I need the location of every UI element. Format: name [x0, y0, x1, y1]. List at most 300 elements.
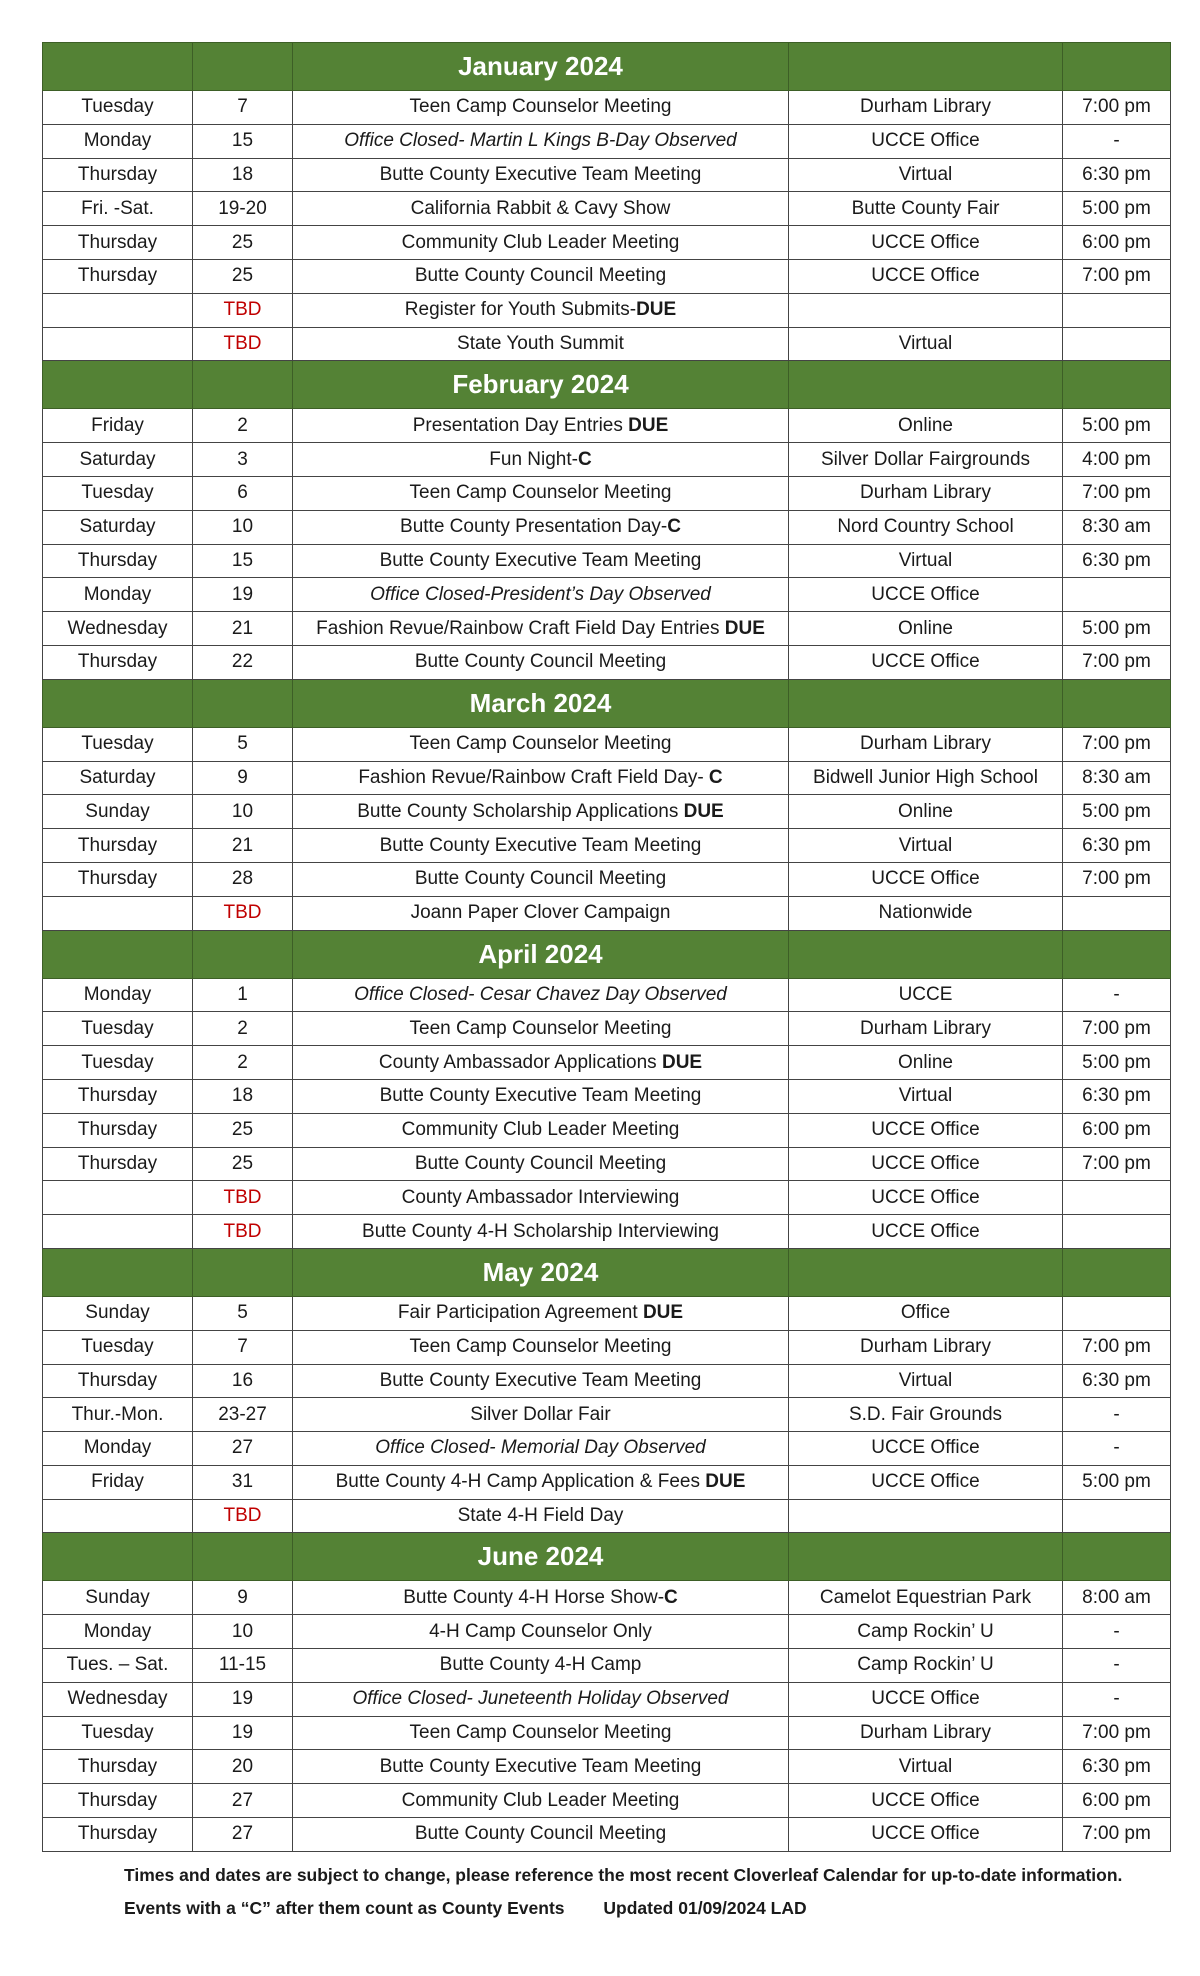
- event-location: Camelot Equestrian Park: [789, 1581, 1063, 1615]
- event-name: [293, 1784, 789, 1818]
- month-title: January 2024: [293, 43, 789, 91]
- event-date: 27: [193, 1818, 293, 1852]
- event-date: 10: [193, 1615, 293, 1649]
- event-day: Monday: [43, 1432, 193, 1466]
- event-location: Durham Library: [789, 476, 1063, 510]
- event-day: Monday: [43, 978, 193, 1012]
- event-date: 7: [193, 1330, 293, 1364]
- event-row: [43, 1079, 1171, 1113]
- event-name: [293, 476, 789, 510]
- event-location: Office: [789, 1296, 1063, 1330]
- event-day: Thursday: [43, 226, 193, 260]
- event-row: [43, 1181, 1171, 1215]
- event-name-text: Butte County Executive Team Meeting: [379, 1085, 702, 1107]
- event-day: Friday: [43, 1465, 193, 1499]
- event-location: Camp Rockin’ U: [789, 1649, 1063, 1683]
- event-location: UCCE Office: [789, 1818, 1063, 1852]
- month-header-blank: [43, 679, 193, 727]
- event-row: [43, 124, 1171, 158]
- event-time: 7:00 pm: [1063, 862, 1171, 896]
- event-location: UCCE Office: [789, 1465, 1063, 1499]
- event-day: Thursday: [43, 1784, 193, 1818]
- event-time: 8:30 am: [1063, 761, 1171, 795]
- event-date: TBD: [193, 293, 293, 327]
- event-location: UCCE Office: [789, 124, 1063, 158]
- event-time: -: [1063, 1649, 1171, 1683]
- event-name: [293, 1581, 789, 1615]
- event-day: Tuesday: [43, 1330, 193, 1364]
- event-date: 5: [193, 1296, 293, 1330]
- event-date: 19: [193, 1682, 293, 1716]
- event-row: [43, 293, 1171, 327]
- event-location: UCCE Office: [789, 1784, 1063, 1818]
- event-day: Tuesday: [43, 727, 193, 761]
- event-time: 6:30 pm: [1063, 1364, 1171, 1398]
- event-location: UCCE: [789, 978, 1063, 1012]
- calendar-body: [43, 43, 1171, 1852]
- month-header-blank: [193, 1248, 293, 1296]
- event-name-text: Butte County Presentation Day-: [400, 516, 668, 538]
- event-date: 11-15: [193, 1649, 293, 1683]
- event-day: Thursday: [43, 544, 193, 578]
- event-location: Online: [789, 1046, 1063, 1080]
- event-name-text: Community Club Leader Meeting: [401, 1119, 680, 1141]
- month-header-blank: [1063, 43, 1171, 91]
- event-day: Thursday: [43, 1750, 193, 1784]
- event-date: 1: [193, 978, 293, 1012]
- event-name: [293, 761, 789, 795]
- event-date: 25: [193, 226, 293, 260]
- event-day: Thursday: [43, 1113, 193, 1147]
- event-date: 27: [193, 1784, 293, 1818]
- event-date: TBD: [193, 1181, 293, 1215]
- updated-stamp: Updated 01/09/2024 LAD: [603, 1898, 807, 1918]
- event-row: [43, 91, 1171, 125]
- event-name-text: Office Closed-President’s Day Observed: [370, 583, 711, 605]
- event-time: [1063, 327, 1171, 361]
- event-name: [293, 124, 789, 158]
- event-name-text: Office Closed- Martin L Kings B-Day Observed: [344, 130, 737, 152]
- event-name: [293, 1750, 789, 1784]
- event-name-text: Teen Camp Counselor Meeting: [409, 1017, 672, 1039]
- event-time: 7:00 pm: [1063, 1716, 1171, 1750]
- event-time: [1063, 1181, 1171, 1215]
- event-location: UCCE Office: [789, 1181, 1063, 1215]
- event-location: UCCE Office: [789, 1682, 1063, 1716]
- event-location: Bidwell Junior High School: [789, 761, 1063, 795]
- event-date: 27: [193, 1432, 293, 1466]
- event-name: [293, 1330, 789, 1364]
- event-name: [293, 1079, 789, 1113]
- event-date: 25: [193, 1113, 293, 1147]
- event-row: [43, 1750, 1171, 1784]
- event-time: 7:00 pm: [1063, 1330, 1171, 1364]
- event-row: [43, 1046, 1171, 1080]
- event-name: [293, 1649, 789, 1683]
- month-title: April 2024: [293, 930, 789, 978]
- event-name-text: Teen Camp Counselor Meeting: [409, 482, 672, 504]
- event-row: [43, 862, 1171, 896]
- event-time: 5:00 pm: [1063, 795, 1171, 829]
- event-name: [293, 1499, 789, 1533]
- event-name-text: County Ambassador Applications: [378, 1051, 662, 1073]
- event-name-text: Joann Paper Clover Campaign: [410, 902, 671, 924]
- event-time: 5:00 pm: [1063, 612, 1171, 646]
- event-location: UCCE Office: [789, 645, 1063, 679]
- event-day: [43, 896, 193, 930]
- event-location: Durham Library: [789, 1330, 1063, 1364]
- event-name-text: California Rabbit & Cavy Show: [410, 197, 671, 219]
- event-location: Virtual: [789, 158, 1063, 192]
- event-name: [293, 1716, 789, 1750]
- event-location: UCCE Office: [789, 1432, 1063, 1466]
- event-time: 8:30 am: [1063, 510, 1171, 544]
- month-header-blank: [43, 1248, 193, 1296]
- event-day: Tuesday: [43, 1012, 193, 1046]
- event-time: 6:30 pm: [1063, 1750, 1171, 1784]
- event-name: [293, 1296, 789, 1330]
- event-name: [293, 978, 789, 1012]
- event-name-text: Butte County Executive Team Meeting: [379, 163, 702, 185]
- event-name-text: Presentation Day Entries: [412, 414, 629, 436]
- event-name: [293, 1364, 789, 1398]
- event-location: UCCE Office: [789, 1147, 1063, 1181]
- event-location: Virtual: [789, 544, 1063, 578]
- event-name: [293, 158, 789, 192]
- event-time: 7:00 pm: [1063, 259, 1171, 293]
- event-name-text: State Youth Summit: [457, 332, 624, 354]
- event-date: 7: [193, 91, 293, 125]
- event-name-text: Community Club Leader Meeting: [401, 1789, 680, 1811]
- event-location: S.D. Fair Grounds: [789, 1398, 1063, 1432]
- event-name-text: Butte County Council Meeting: [414, 1152, 667, 1174]
- event-time: 7:00 pm: [1063, 1012, 1171, 1046]
- month-header-blank: [43, 43, 193, 91]
- event-name-text: Butte County Council Meeting: [414, 265, 667, 287]
- event-day: Sunday: [43, 795, 193, 829]
- event-date: 18: [193, 1079, 293, 1113]
- event-location: UCCE Office: [789, 862, 1063, 896]
- event-name-text: Butte County Executive Team Meeting: [379, 1369, 702, 1391]
- event-time: -: [1063, 978, 1171, 1012]
- event-day: Saturday: [43, 761, 193, 795]
- event-row: [43, 1682, 1171, 1716]
- event-location: Nationwide: [789, 896, 1063, 930]
- month-header-blank: [789, 930, 1063, 978]
- calendar-table: [42, 42, 1171, 1852]
- month-header-blank: [789, 43, 1063, 91]
- event-day: Thursday: [43, 1079, 193, 1113]
- event-date: 3: [193, 443, 293, 477]
- event-name: [293, 1398, 789, 1432]
- event-row: [43, 259, 1171, 293]
- event-location: Durham Library: [789, 727, 1063, 761]
- event-name: [293, 612, 789, 646]
- month-header-blank: [789, 679, 1063, 727]
- footnote-text: Times and dates are subject to change, please reference the most recent Cloverleaf Calendar for up-to-date information. Events with a “C” after them count as County Events: [124, 1865, 1123, 1918]
- event-day: Wednesday: [43, 1682, 193, 1716]
- event-date: 19-20: [193, 192, 293, 226]
- event-location: Online: [789, 409, 1063, 443]
- event-name: [293, 727, 789, 761]
- event-row: [43, 795, 1171, 829]
- month-header-row: [43, 930, 1171, 978]
- month-header-blank: [193, 930, 293, 978]
- event-name-text: Fun Night-: [489, 448, 578, 470]
- event-row: [43, 1012, 1171, 1046]
- event-time: [1063, 1499, 1171, 1533]
- event-name-text: Butte County Council Meeting: [414, 868, 667, 890]
- event-row: [43, 761, 1171, 795]
- event-date: 9: [193, 1581, 293, 1615]
- event-date: 2: [193, 409, 293, 443]
- event-day: Tuesday: [43, 1046, 193, 1080]
- event-date: 21: [193, 829, 293, 863]
- event-day: Thursday: [43, 1818, 193, 1852]
- event-day: [43, 1181, 193, 1215]
- event-row: [43, 978, 1171, 1012]
- event-name-text: Office Closed- Juneteenth Holiday Observed: [352, 1688, 729, 1710]
- event-time: 4:00 pm: [1063, 443, 1171, 477]
- event-row: [43, 327, 1171, 361]
- event-day: Monday: [43, 578, 193, 612]
- event-row: [43, 409, 1171, 443]
- event-day: Sunday: [43, 1581, 193, 1615]
- month-header-blank: [789, 1533, 1063, 1581]
- event-day: Tuesday: [43, 91, 193, 125]
- event-day: Friday: [43, 409, 193, 443]
- month-header-blank: [43, 1533, 193, 1581]
- event-day: Sunday: [43, 1296, 193, 1330]
- event-name: [293, 1147, 789, 1181]
- event-time: 5:00 pm: [1063, 192, 1171, 226]
- event-row: [43, 1499, 1171, 1533]
- event-time: 7:00 pm: [1063, 1818, 1171, 1852]
- event-name-text: Butte County 4-H Camp Application & Fees: [335, 1471, 706, 1493]
- event-location: Camp Rockin’ U: [789, 1615, 1063, 1649]
- event-date: TBD: [193, 327, 293, 361]
- event-row: [43, 1784, 1171, 1818]
- event-location: Silver Dollar Fairgrounds: [789, 443, 1063, 477]
- event-day: [43, 1215, 193, 1249]
- event-day: Thursday: [43, 1364, 193, 1398]
- event-date: 25: [193, 1147, 293, 1181]
- event-location: [789, 293, 1063, 327]
- event-name-text: Butte County 4-H Camp: [439, 1654, 642, 1676]
- event-name-text: Fashion Revue/Rainbow Craft Field Day Entries: [316, 617, 725, 639]
- event-name: [293, 1432, 789, 1466]
- month-header-blank: [1063, 1248, 1171, 1296]
- event-date: 6: [193, 476, 293, 510]
- event-name: [293, 795, 789, 829]
- event-location: [789, 1499, 1063, 1533]
- event-name: [293, 862, 789, 896]
- event-date: 15: [193, 124, 293, 158]
- month-header-row: [43, 1248, 1171, 1296]
- event-name-text: Teen Camp Counselor Meeting: [409, 733, 672, 755]
- event-name: [293, 192, 789, 226]
- event-location: Virtual: [789, 1079, 1063, 1113]
- event-time: 7:00 pm: [1063, 91, 1171, 125]
- event-name: [293, 896, 789, 930]
- event-date: 23-27: [193, 1398, 293, 1432]
- event-name-text: Butte County Council Meeting: [414, 1823, 667, 1845]
- event-time: -: [1063, 1432, 1171, 1466]
- event-time: -: [1063, 1682, 1171, 1716]
- event-date: 2: [193, 1046, 293, 1080]
- event-name-text: County Ambassador Interviewing: [401, 1186, 680, 1208]
- event-time: 6:00 pm: [1063, 1113, 1171, 1147]
- event-row: [43, 1716, 1171, 1750]
- event-name: [293, 409, 789, 443]
- event-date: 31: [193, 1465, 293, 1499]
- event-location: UCCE Office: [789, 578, 1063, 612]
- event-time: [1063, 578, 1171, 612]
- event-row: [43, 1615, 1171, 1649]
- event-row: [43, 1581, 1171, 1615]
- event-name-emphasis: DUE: [661, 1051, 703, 1073]
- event-day: Tuesday: [43, 1716, 193, 1750]
- month-header-blank: [193, 1533, 293, 1581]
- event-date: TBD: [193, 896, 293, 930]
- event-name-text: Office Closed- Memorial Day Observed: [375, 1437, 706, 1459]
- event-name: [293, 91, 789, 125]
- event-name-text: 4-H Camp Counselor Only: [429, 1620, 652, 1642]
- event-location: Virtual: [789, 1750, 1063, 1784]
- event-day: Thursday: [43, 259, 193, 293]
- event-location: Nord Country School: [789, 510, 1063, 544]
- event-row: [43, 1147, 1171, 1181]
- event-date: 28: [193, 862, 293, 896]
- month-header-row: [43, 679, 1171, 727]
- event-date: 22: [193, 645, 293, 679]
- event-day: Fri. -Sat.: [43, 192, 193, 226]
- event-name: [293, 1682, 789, 1716]
- event-row: [43, 1465, 1171, 1499]
- event-name-emphasis: C: [664, 1586, 678, 1608]
- event-date: 16: [193, 1364, 293, 1398]
- event-name: [293, 544, 789, 578]
- event-date: 15: [193, 544, 293, 578]
- event-row: [43, 1113, 1171, 1147]
- event-time: 5:00 pm: [1063, 1046, 1171, 1080]
- event-row: [43, 578, 1171, 612]
- event-name: [293, 510, 789, 544]
- event-name-text: Teen Camp Counselor Meeting: [409, 1722, 672, 1744]
- event-row: [43, 727, 1171, 761]
- event-day: Thursday: [43, 645, 193, 679]
- event-day: Tues. – Sat.: [43, 1649, 193, 1683]
- event-day: Saturday: [43, 510, 193, 544]
- event-name: [293, 293, 789, 327]
- event-row: [43, 544, 1171, 578]
- month-header-blank: [43, 361, 193, 409]
- event-name: [293, 443, 789, 477]
- event-time: -: [1063, 1615, 1171, 1649]
- month-header-blank: [193, 43, 293, 91]
- event-date: 5: [193, 727, 293, 761]
- event-time: 6:00 pm: [1063, 1784, 1171, 1818]
- event-name-text: Silver Dollar Fair: [470, 1403, 611, 1425]
- event-day: [43, 1499, 193, 1533]
- event-name-emphasis: DUE: [724, 617, 765, 639]
- month-header-blank: [789, 1248, 1063, 1296]
- event-row: [43, 158, 1171, 192]
- event-location: Durham Library: [789, 91, 1063, 125]
- event-date: 9: [193, 761, 293, 795]
- month-header-blank: [1063, 361, 1171, 409]
- event-row: [43, 1296, 1171, 1330]
- event-row: [43, 645, 1171, 679]
- month-header-blank: [1063, 1533, 1171, 1581]
- event-name: [293, 1615, 789, 1649]
- event-time: 6:30 pm: [1063, 1079, 1171, 1113]
- event-location: Online: [789, 612, 1063, 646]
- event-name: [293, 1215, 789, 1249]
- event-date: 10: [193, 795, 293, 829]
- event-name: [293, 645, 789, 679]
- event-day: Thursday: [43, 158, 193, 192]
- event-time: 8:00 am: [1063, 1581, 1171, 1615]
- event-day: Tuesday: [43, 476, 193, 510]
- event-name: [293, 1818, 789, 1852]
- event-row: [43, 1330, 1171, 1364]
- event-date: TBD: [193, 1215, 293, 1249]
- month-header-row: [43, 43, 1171, 91]
- event-day: Thursday: [43, 1147, 193, 1181]
- event-name-emphasis: DUE: [642, 1302, 684, 1324]
- event-time: 6:00 pm: [1063, 226, 1171, 260]
- event-name-emphasis: C: [667, 516, 681, 538]
- event-name: [293, 1012, 789, 1046]
- event-date: 20: [193, 1750, 293, 1784]
- event-day: Wednesday: [43, 612, 193, 646]
- event-row: [43, 226, 1171, 260]
- event-row: [43, 1818, 1171, 1852]
- event-time: [1063, 293, 1171, 327]
- event-location: UCCE Office: [789, 1113, 1063, 1147]
- event-row: [43, 443, 1171, 477]
- month-header-blank: [789, 361, 1063, 409]
- event-row: [43, 1215, 1171, 1249]
- month-title: June 2024: [293, 1533, 789, 1581]
- event-time: [1063, 1296, 1171, 1330]
- month-title: May 2024: [293, 1248, 789, 1296]
- event-name: [293, 829, 789, 863]
- event-location: UCCE Office: [789, 226, 1063, 260]
- event-date: 21: [193, 612, 293, 646]
- month-title: February 2024: [293, 361, 789, 409]
- event-name-text: Community Club Leader Meeting: [401, 231, 680, 253]
- event-name-emphasis: DUE: [683, 800, 724, 822]
- event-date: 25: [193, 259, 293, 293]
- event-name: [293, 1046, 789, 1080]
- event-name-emphasis: C: [577, 448, 592, 470]
- event-time: 6:30 pm: [1063, 829, 1171, 863]
- event-row: [43, 1364, 1171, 1398]
- event-row: [43, 1432, 1171, 1466]
- event-time: [1063, 1215, 1171, 1249]
- event-day: [43, 327, 193, 361]
- event-location: Butte County Fair: [789, 192, 1063, 226]
- event-row: [43, 192, 1171, 226]
- event-day: Thursday: [43, 829, 193, 863]
- event-location: Virtual: [789, 829, 1063, 863]
- event-row: [43, 1398, 1171, 1432]
- event-time: -: [1063, 124, 1171, 158]
- event-date: 19: [193, 1716, 293, 1750]
- month-header-blank: [1063, 930, 1171, 978]
